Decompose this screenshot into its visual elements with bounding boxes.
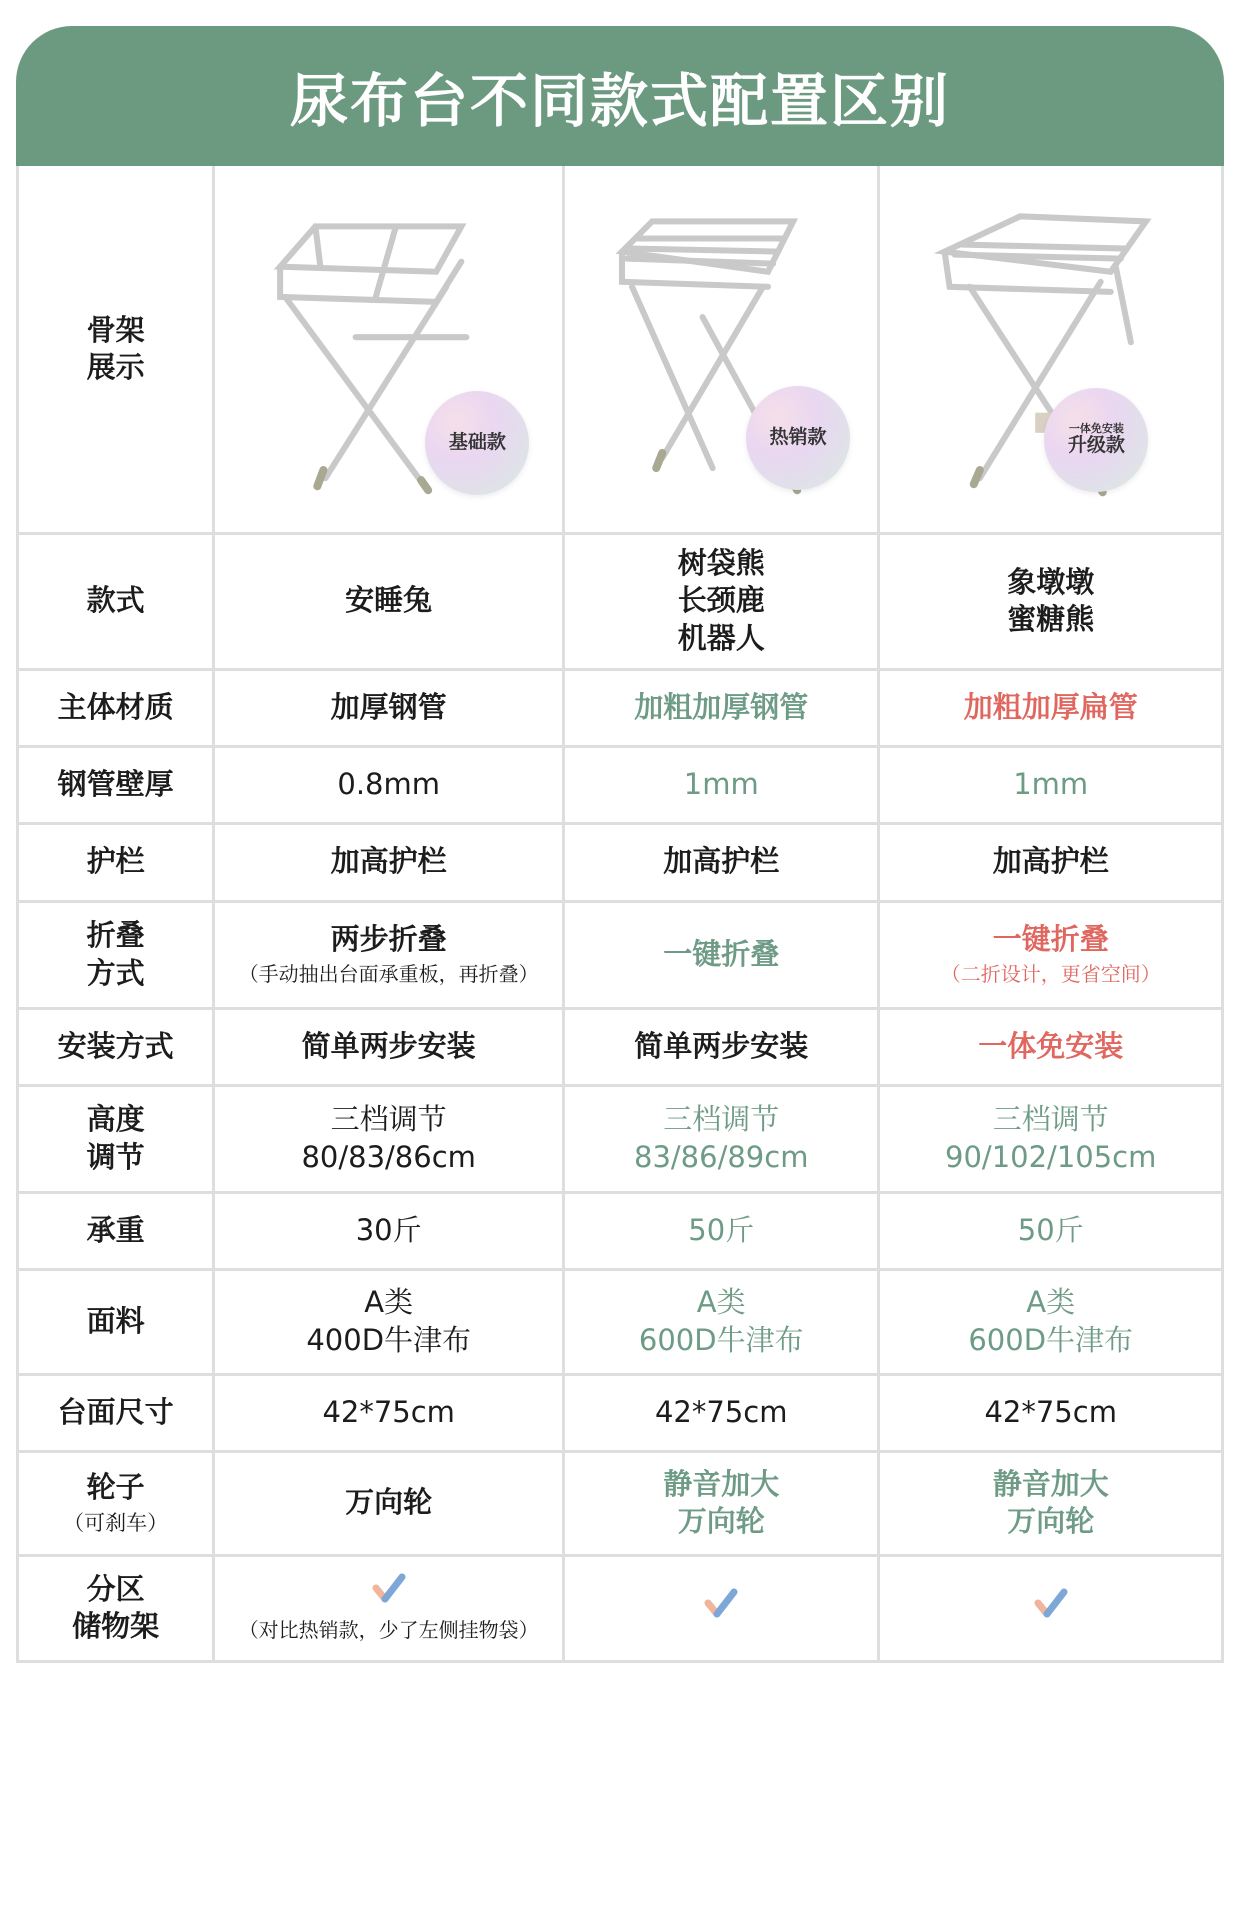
row-label-install: 安装方式 <box>18 1008 214 1085</box>
fold-basic-note: （手动抽出台面承重板，再折叠） <box>238 962 539 987</box>
style-upgrade-text: 象墩墩 蜜糖熊 <box>1007 564 1095 636</box>
row-label-thickness: 钢管壁厚 <box>18 746 214 823</box>
row-label-storage <box>18 1555 214 1661</box>
row-label-skeleton <box>18 166 214 533</box>
height-hot <box>564 1085 879 1192</box>
wheel-basic <box>214 1451 564 1555</box>
fabric-upgrade <box>879 1269 1223 1374</box>
header-banner <box>16 26 1224 166</box>
fold-basic <box>214 901 564 1008</box>
rail-hot: 加高护栏 <box>564 823 879 901</box>
row-storage <box>18 1555 1223 1661</box>
style-upgrade <box>879 533 1223 669</box>
row-label-material: 主体材质 <box>18 669 214 746</box>
wheel-upgrade <box>879 1451 1223 1555</box>
fabric-basic-text: A类 400D牛津布 <box>306 1285 472 1357</box>
row-label-fabric: 面料 <box>18 1269 214 1374</box>
fabric-hot <box>564 1269 879 1374</box>
material-basic: 加厚钢管 <box>214 669 564 746</box>
fold-upgrade <box>879 901 1223 1008</box>
row-load <box>18 1192 1223 1269</box>
comparison-table <box>16 166 1224 1663</box>
badge-basic <box>425 391 529 495</box>
badge-upgrade <box>1044 388 1148 492</box>
install-basic: 简单两步安装 <box>214 1008 564 1085</box>
row-skeleton <box>18 166 1223 533</box>
row-label-fold <box>18 901 214 1008</box>
style-basic-text: 安睡兔 <box>345 583 433 618</box>
label-text: 高度 调节 <box>86 1102 145 1174</box>
row-label-rail: 护栏 <box>18 823 214 901</box>
row-thickness <box>18 746 1223 823</box>
load-basic: 30斤 <box>214 1192 564 1269</box>
fold-hot: 一键折叠 <box>564 901 879 1008</box>
rack-basic-cell <box>214 166 564 533</box>
wheel-basic-text: 万向轮 <box>345 1485 433 1520</box>
storage-hot <box>564 1555 879 1661</box>
row-label-wheel <box>18 1451 214 1555</box>
badge-upgrade-subtext: 一体免安装 <box>1068 421 1124 435</box>
height-basic-text: 三档调节 80/83/86cm <box>301 1102 476 1174</box>
fabric-basic <box>214 1269 564 1374</box>
wheel-hot <box>564 1451 879 1555</box>
row-label-style: 款式 <box>18 533 214 669</box>
check-icon <box>372 1573 406 1603</box>
style-hot <box>564 533 879 669</box>
rack-hot-cell <box>564 166 879 533</box>
install-hot: 简单两步安装 <box>564 1008 879 1085</box>
load-upgrade: 50斤 <box>879 1192 1223 1269</box>
row-label-load: 承重 <box>18 1192 214 1269</box>
install-upgrade: 一体免安装 <box>879 1008 1223 1085</box>
row-height <box>18 1085 1223 1192</box>
badge-basic-text: 基础款 <box>448 431 506 454</box>
style-basic <box>214 533 564 669</box>
row-material <box>18 669 1223 746</box>
size-hot: 42*75cm <box>564 1374 879 1451</box>
wheel-upgrade-text: 静音加大 万向轮 <box>992 1466 1109 1538</box>
height-upgrade-text: 三档调节 90/102/105cm <box>945 1102 1157 1174</box>
label-text: 轮子 <box>86 1470 145 1504</box>
rail-basic: 加高护栏 <box>214 823 564 901</box>
fold-basic-text: 两步折叠 <box>330 922 447 957</box>
row-wheel <box>18 1451 1223 1555</box>
size-upgrade: 42*75cm <box>879 1374 1223 1451</box>
check-icon <box>1034 1588 1068 1618</box>
row-fabric <box>18 1269 1223 1374</box>
height-upgrade <box>879 1085 1223 1192</box>
label-text: 骨架 展示 <box>86 312 145 384</box>
style-hot-text: 树袋熊 长颈鹿 机器人 <box>677 546 765 655</box>
wheel-sublabel: （可刹车） <box>63 1511 169 1536</box>
rack-upgrade-image <box>880 166 1221 532</box>
storage-upgrade <box>879 1555 1223 1661</box>
row-label-size: 台面尺寸 <box>18 1374 214 1451</box>
page-title: 尿布台不同款式配置区别 <box>289 67 950 135</box>
material-upgrade: 加粗加厚扁管 <box>879 669 1223 746</box>
badge-hot <box>746 386 850 490</box>
rail-upgrade: 加高护栏 <box>879 823 1223 901</box>
label-text: 折叠 方式 <box>86 918 145 990</box>
thickness-upgrade: 1mm <box>879 746 1223 823</box>
thickness-basic: 0.8mm <box>214 746 564 823</box>
badge-upgrade-text: 升级款 <box>1067 434 1125 457</box>
load-hot: 50斤 <box>564 1192 879 1269</box>
row-fold <box>18 901 1223 1008</box>
label-text: 分区 储物架 <box>72 1571 160 1643</box>
wheel-hot-text: 静音加大 万向轮 <box>663 1466 780 1538</box>
row-rail <box>18 823 1223 901</box>
height-hot-text: 三档调节 83/86/89cm <box>634 1102 809 1174</box>
row-install <box>18 1008 1223 1085</box>
storage-basic-note: （对比热销款，少了左侧挂物袋） <box>238 1617 539 1642</box>
storage-basic <box>214 1555 564 1661</box>
size-basic: 42*75cm <box>214 1374 564 1451</box>
row-size <box>18 1374 1223 1451</box>
badge-hot-text: 热销款 <box>769 426 827 449</box>
rack-upgrade-cell <box>879 166 1223 533</box>
thickness-hot: 1mm <box>564 746 879 823</box>
row-style <box>18 533 1223 669</box>
check-icon <box>704 1588 738 1618</box>
fabric-hot-text: A类 600D牛津布 <box>638 1285 804 1357</box>
fold-upgrade-note: （二折设计，更省空间） <box>940 962 1161 987</box>
fabric-upgrade-text: A类 600D牛津布 <box>968 1285 1134 1357</box>
height-basic <box>214 1085 564 1192</box>
row-label-height <box>18 1085 214 1192</box>
fold-upgrade-text: 一键折叠 <box>992 922 1109 957</box>
material-hot: 加粗加厚钢管 <box>564 669 879 746</box>
